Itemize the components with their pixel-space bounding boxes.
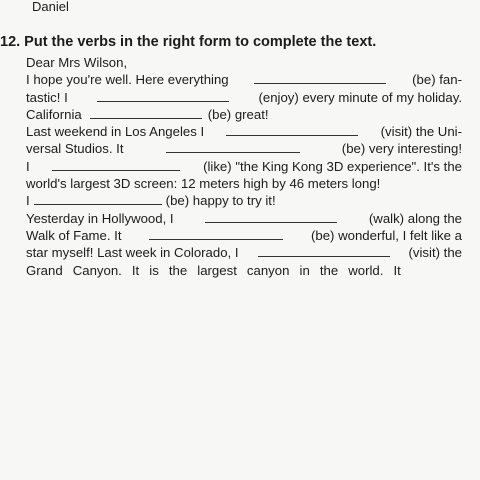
exercise-number: 12.	[0, 34, 21, 50]
text-fragment: I hope you're well. Here everything	[26, 72, 229, 88]
text-line	[26, 140, 462, 157]
answer-blank[interactable]	[226, 134, 358, 136]
answer-blank[interactable]	[97, 100, 229, 102]
answer-blank[interactable]	[258, 255, 390, 257]
text-fragment: I	[26, 193, 30, 209]
salutation: Dear Mrs Wilson,	[26, 55, 128, 70]
text-fragment: (like) "the King Kong 3D experience". It's the	[203, 158, 462, 174]
answer-blank[interactable]	[34, 203, 162, 205]
text-fragment: (be) very interesting!	[341, 141, 462, 157]
answer-blank[interactable]	[166, 151, 300, 153]
text-line	[26, 89, 462, 106]
text-fragment: versal Studios. It	[26, 141, 124, 157]
text-line	[26, 227, 462, 244]
text-line	[26, 244, 462, 261]
text-line	[26, 54, 462, 71]
text-fragment: (be) great!	[207, 106, 269, 122]
text-fragment: tastic! I	[26, 89, 68, 105]
text-line	[26, 123, 462, 140]
student-name: Daniel	[32, 0, 69, 14]
answer-blank[interactable]	[90, 117, 202, 119]
text-line	[26, 71, 462, 88]
text-line	[26, 262, 462, 279]
answer-blank[interactable]	[205, 221, 337, 223]
answer-blank[interactable]	[254, 82, 386, 84]
answer-blank[interactable]	[149, 238, 283, 240]
exercise-text	[26, 54, 462, 279]
text-fragment: Walk of Fame. It	[26, 227, 122, 243]
text-fragment: California	[26, 106, 82, 122]
exercise-instruction: Put the verbs in the right form to complete the text.	[24, 34, 377, 50]
text-line	[26, 106, 462, 123]
text-line	[26, 158, 462, 175]
text-fragment: I	[26, 158, 30, 174]
text-fragment: star myself! Last week in Colorado, I	[26, 245, 239, 261]
text-fragment: (be) fan-	[412, 72, 462, 88]
text-fragment: (be) happy to try it!	[165, 193, 276, 209]
text-fragment: Grand Canyon. It is the largest canyon in the world. It	[26, 262, 401, 278]
exercise-heading	[0, 33, 376, 51]
text-fragment: (visit) the	[408, 245, 462, 261]
text-fragment: Last weekend in Los Angeles I	[26, 124, 205, 140]
text-fragment: (enjoy) every minute of my holiday.	[258, 89, 462, 105]
text-fragment: Yesterday in Hollywood, I	[26, 210, 174, 226]
text-fragment: (be) wonderful, I felt like a	[310, 227, 462, 243]
text-fragment: (walk) along the	[368, 210, 462, 226]
text-fragment: world's largest 3D screen: 12 meters high by 46 meters long!	[26, 176, 381, 192]
text-fragment: (visit) the Uni-	[380, 124, 462, 140]
text-line	[26, 175, 462, 192]
text-line	[26, 210, 462, 227]
answer-blank[interactable]	[52, 169, 180, 171]
text-line	[26, 192, 462, 209]
